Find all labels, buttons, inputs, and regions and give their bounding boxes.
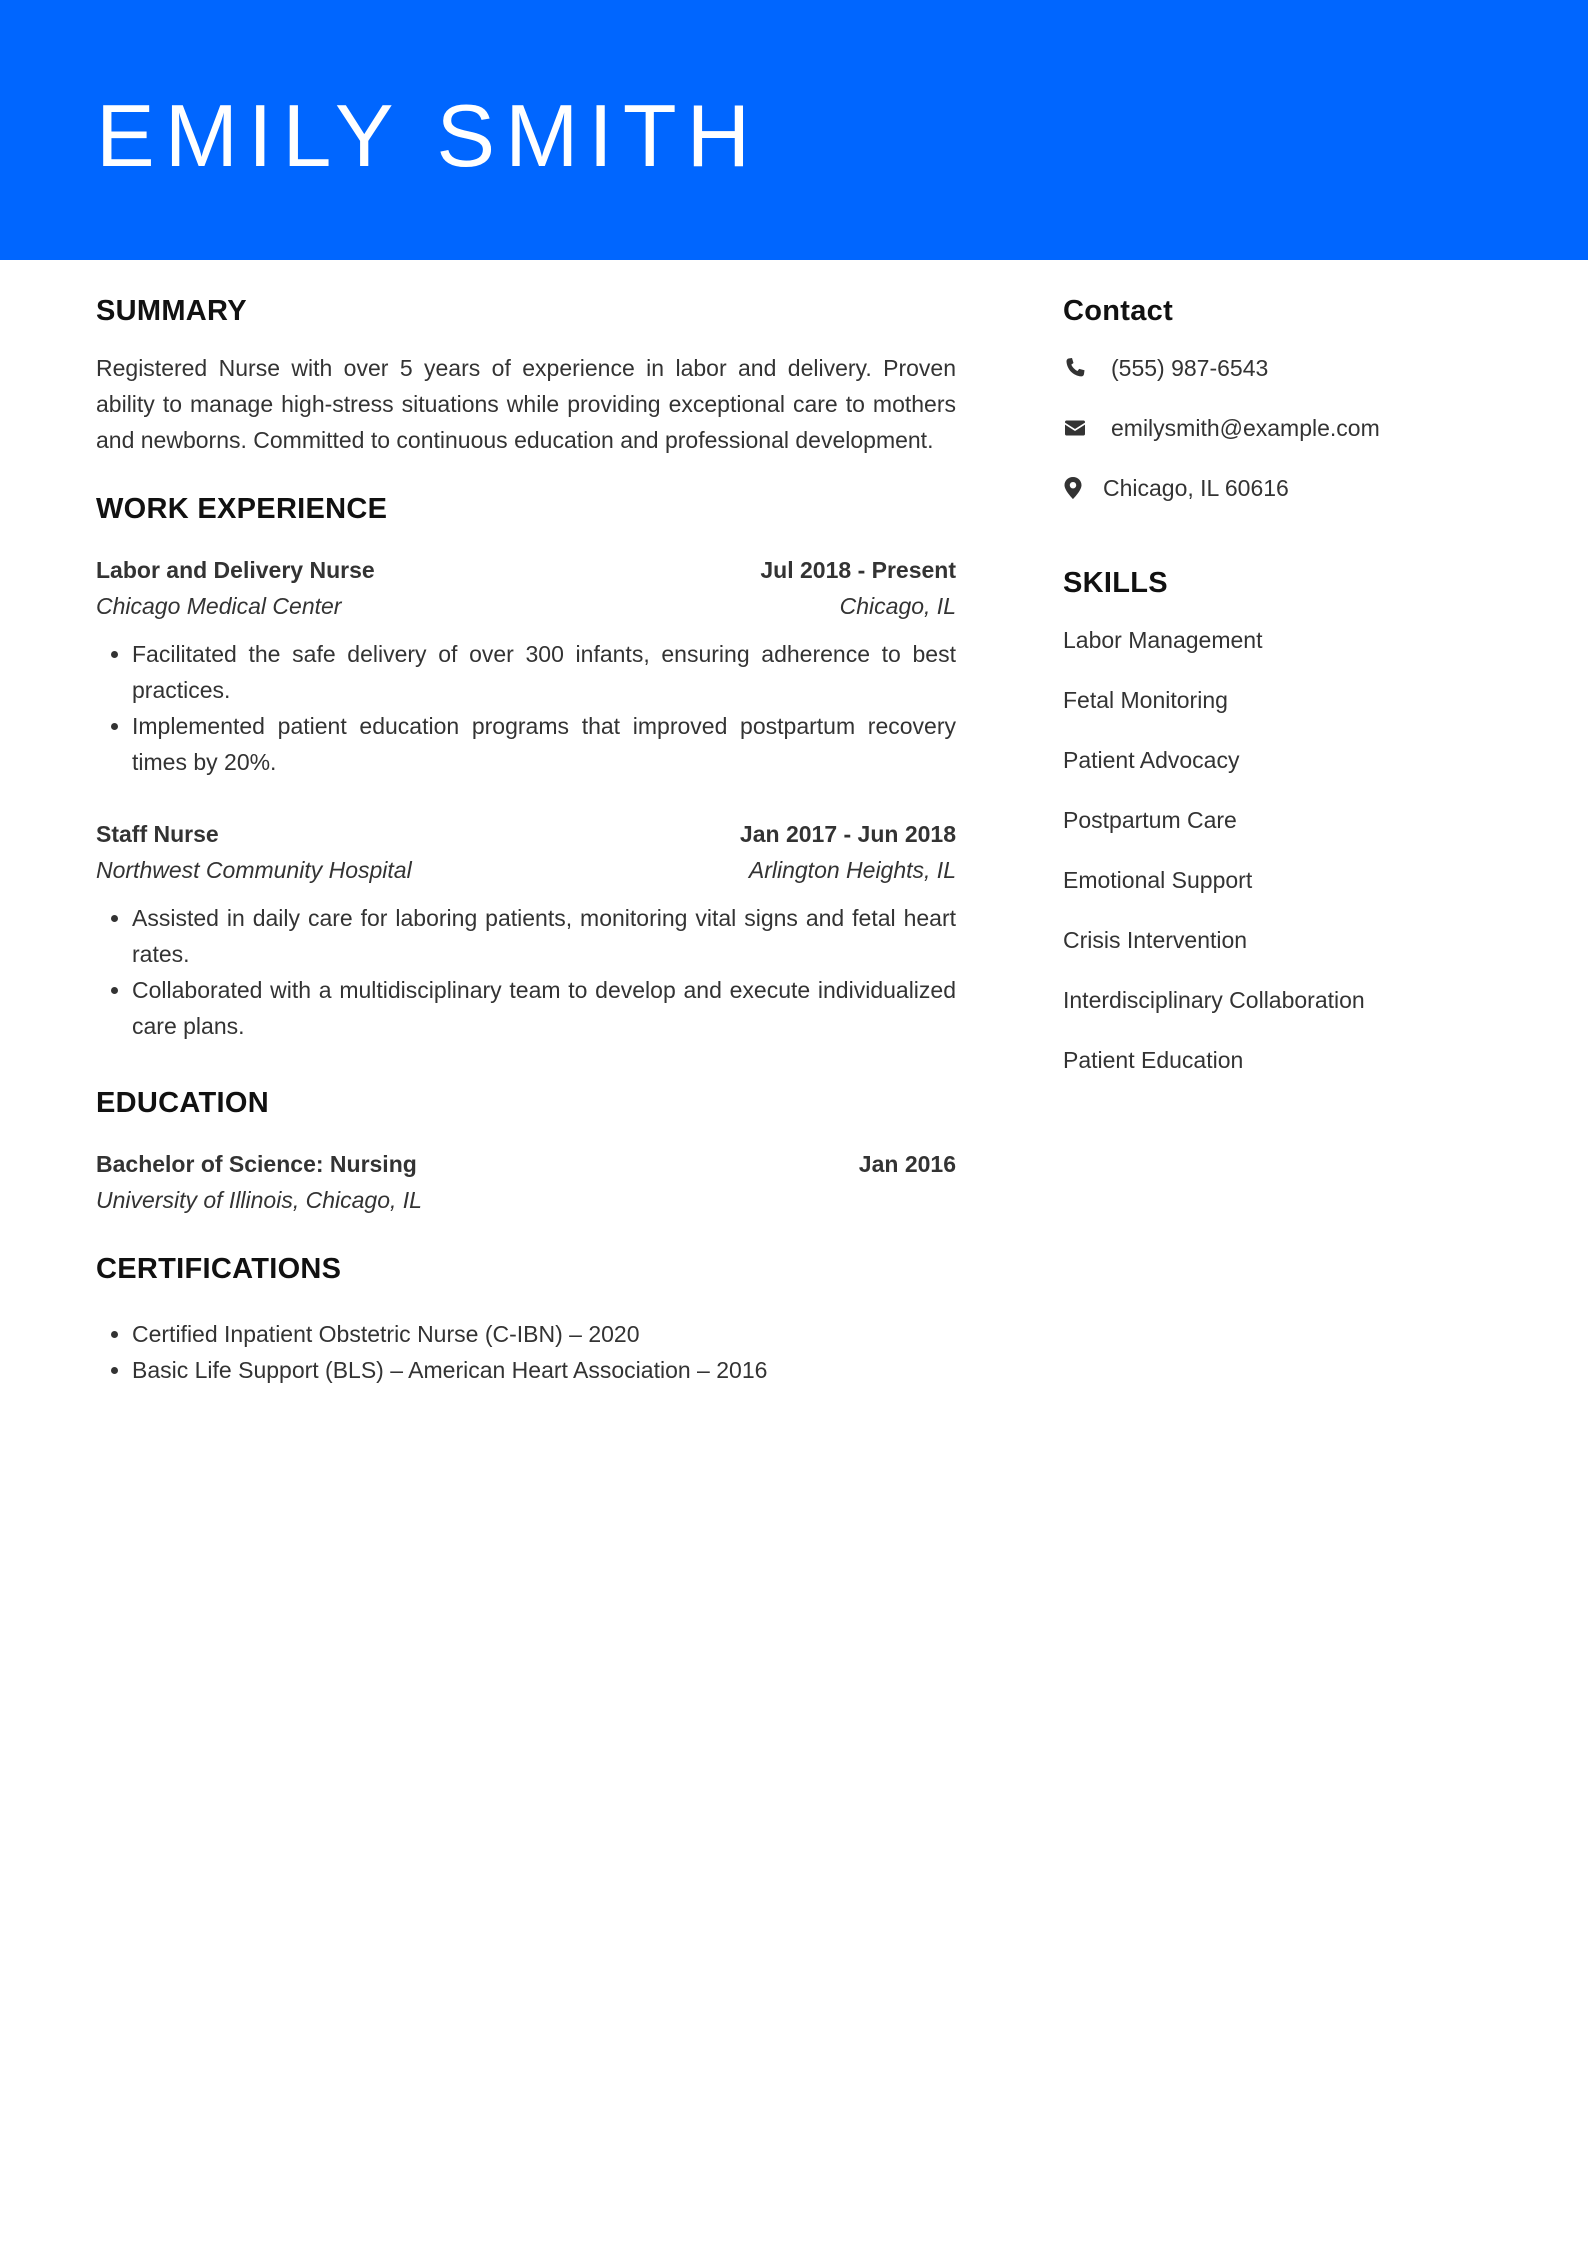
- skill-item: Postpartum Care: [1063, 807, 1237, 833]
- contact-email: [1063, 410, 1523, 446]
- certifications-list: [96, 1316, 956, 1388]
- work-experience-heading: WORK EXPERIENCE: [96, 493, 388, 525]
- phone-number: (555) 987-6543: [1111, 354, 1269, 381]
- contact-location: [1063, 470, 1523, 506]
- graduation-date: Jan 2016: [858, 1151, 956, 1177]
- certification-item: • Basic Life Support (BLS) – American Heart Association – 2016: [132, 1352, 956, 1388]
- job-bullet: • Collaborated with a multidisciplinary team to develop and execute individualized care plans.: [132, 972, 956, 1044]
- job-location: Arlington Heights, IL: [748, 857, 956, 883]
- school: University of Illinois, Chicago, IL: [96, 1187, 422, 1213]
- job-employer: Northwest Community Hospital: [96, 857, 412, 883]
- phone-icon: [1063, 356, 1087, 380]
- contact-list: [1063, 350, 1523, 506]
- header-banner: [0, 0, 1588, 260]
- certifications-heading: CERTIFICATIONS: [96, 1253, 342, 1285]
- job-bullet: • Implemented patient education programs that improved postpartum recovery times by 20%.: [132, 708, 956, 780]
- job-bullets: [96, 900, 956, 1044]
- skill-item: Crisis Intervention: [1063, 927, 1248, 953]
- job-location: Chicago, IL: [839, 593, 956, 619]
- job-bullets: [96, 636, 956, 780]
- degree: Bachelor of Science: Nursing: [96, 1151, 417, 1177]
- summary-text: Registered Nurse with over 5 years of experience in labor and delivery. Proven ability to manage high-stress situations while providing exceptional care to mothers and newborns. Committed to continuous education and professional development.: [96, 355, 956, 453]
- skill-item: Patient Advocacy: [1063, 747, 1240, 773]
- envelope-icon: [1063, 416, 1087, 440]
- sidebar-column: [1063, 290, 1523, 1102]
- job-dates: Jan 2017 - Jun 2018: [739, 821, 956, 847]
- location-text: Chicago, IL 60616: [1103, 474, 1289, 501]
- job-entry: [96, 552, 956, 780]
- job-entry: [96, 816, 956, 1044]
- skill-item: Labor Management: [1063, 627, 1263, 653]
- skill-item: Interdisciplinary Collaboration: [1063, 987, 1365, 1013]
- job-role: Labor and Delivery Nurse: [96, 557, 375, 583]
- skill-item: Emotional Support: [1063, 867, 1253, 893]
- email-address: emilysmith@example.com: [1111, 414, 1380, 441]
- candidate-name: EMILY SMITH: [96, 86, 761, 185]
- skill-item: Fetal Monitoring: [1063, 687, 1228, 713]
- job-bullet: • Facilitated the safe delivery of over 300 infants, ensuring adherence to best practices.: [132, 636, 956, 708]
- education-heading: EDUCATION: [96, 1087, 269, 1119]
- skill-item: Patient Education: [1063, 1047, 1244, 1073]
- contact-heading: Contact: [1063, 295, 1174, 327]
- job-role: Staff Nurse: [96, 821, 219, 847]
- skills-heading: SKILLS: [1063, 567, 1168, 599]
- map-marker-icon: [1063, 476, 1083, 500]
- job-employer: Chicago Medical Center: [96, 593, 342, 619]
- job-bullet: • Assisted in daily care for laboring patients, monitoring vital signs and fetal heart rates.: [132, 900, 956, 972]
- certification-item: • Certified Inpatient Obstetric Nurse (C-IBN) – 2020: [132, 1316, 956, 1352]
- job-dates: Jul 2018 - Present: [760, 557, 956, 583]
- contact-phone: [1063, 350, 1523, 386]
- summary-heading: SUMMARY: [96, 295, 247, 327]
- skills-list: [1063, 622, 1523, 1078]
- education-entry: [96, 1146, 956, 1218]
- main-column: [96, 290, 956, 1388]
